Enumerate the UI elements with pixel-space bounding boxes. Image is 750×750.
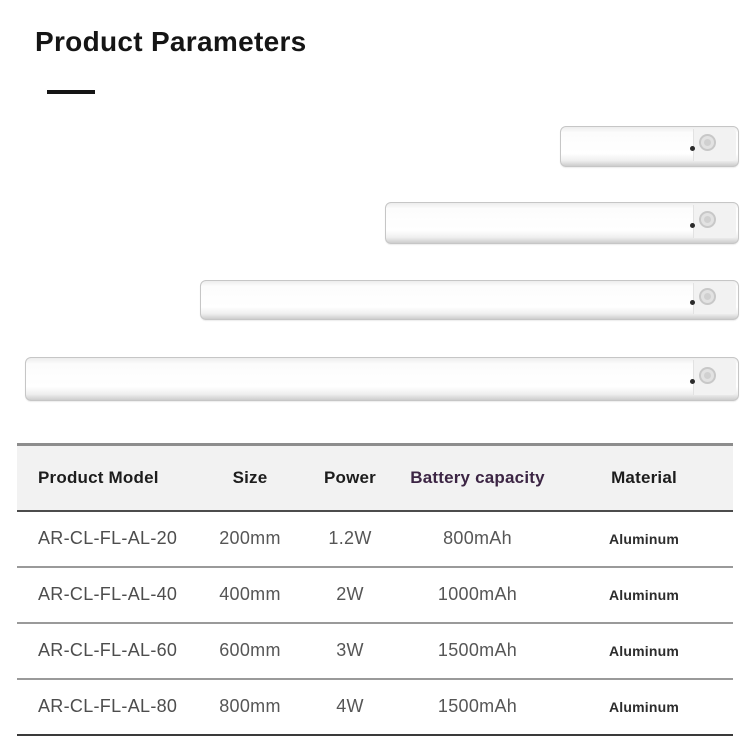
light-bar-200mm (560, 126, 739, 167)
cell-power: 1.2W (328, 528, 372, 548)
cell-battery-capacity: 1000mAh (437, 584, 518, 604)
table-header-row (17, 445, 733, 511)
sensor-end-cap (693, 129, 736, 161)
light-bar-800mm (25, 357, 739, 401)
table-row (17, 511, 733, 567)
indicator-dot-icon (690, 379, 695, 384)
cell-battery-capacity: 800mAh (443, 528, 512, 548)
table-row (17, 623, 733, 679)
header-material: Material (611, 467, 677, 487)
cell-power: 4W (336, 696, 364, 716)
header-battery-capacity: Battery capacity (410, 467, 545, 487)
motion-sensor-icon (699, 211, 716, 228)
indicator-dot-icon (690, 146, 695, 151)
header-product-model: Product Model (38, 467, 159, 487)
cell-product-model: AR-CL-FL-AL-80 (38, 696, 178, 716)
cell-material: Aluminum (608, 698, 680, 715)
header-size: Size (232, 467, 268, 487)
cell-battery-capacity: 1500mAh (437, 696, 518, 716)
motion-sensor-icon (699, 367, 716, 384)
cell-product-model: AR-CL-FL-AL-20 (38, 528, 178, 548)
indicator-dot-icon (690, 300, 695, 305)
cell-material: Aluminum (608, 586, 680, 603)
cell-size: 600mm (219, 640, 281, 660)
cell-power: 3W (336, 640, 364, 660)
cell-product-model: AR-CL-FL-AL-60 (38, 640, 178, 660)
cell-size: 200mm (219, 528, 281, 548)
cell-size: 800mm (219, 696, 281, 716)
cell-material: Aluminum (608, 530, 680, 547)
sensor-end-cap (693, 283, 736, 314)
cell-product-model: AR-CL-FL-AL-40 (38, 584, 178, 604)
sensor-end-cap (693, 205, 736, 238)
cell-size: 400mm (219, 584, 281, 604)
table-row (17, 567, 733, 623)
motion-sensor-icon (699, 134, 716, 151)
header-power: Power (323, 467, 377, 487)
spec-table (17, 443, 733, 736)
sensor-end-cap (693, 360, 736, 395)
cell-battery-capacity: 1500mAh (437, 640, 518, 660)
title-underline (47, 90, 95, 94)
motion-sensor-icon (699, 288, 716, 305)
cell-power: 2W (336, 584, 364, 604)
indicator-dot-icon (690, 223, 695, 228)
light-bar-600mm (200, 280, 739, 320)
cell-material: Aluminum (608, 642, 680, 659)
page-title: Product Parameters (35, 26, 307, 57)
light-bar-400mm (385, 202, 739, 244)
table-row (17, 679, 733, 735)
